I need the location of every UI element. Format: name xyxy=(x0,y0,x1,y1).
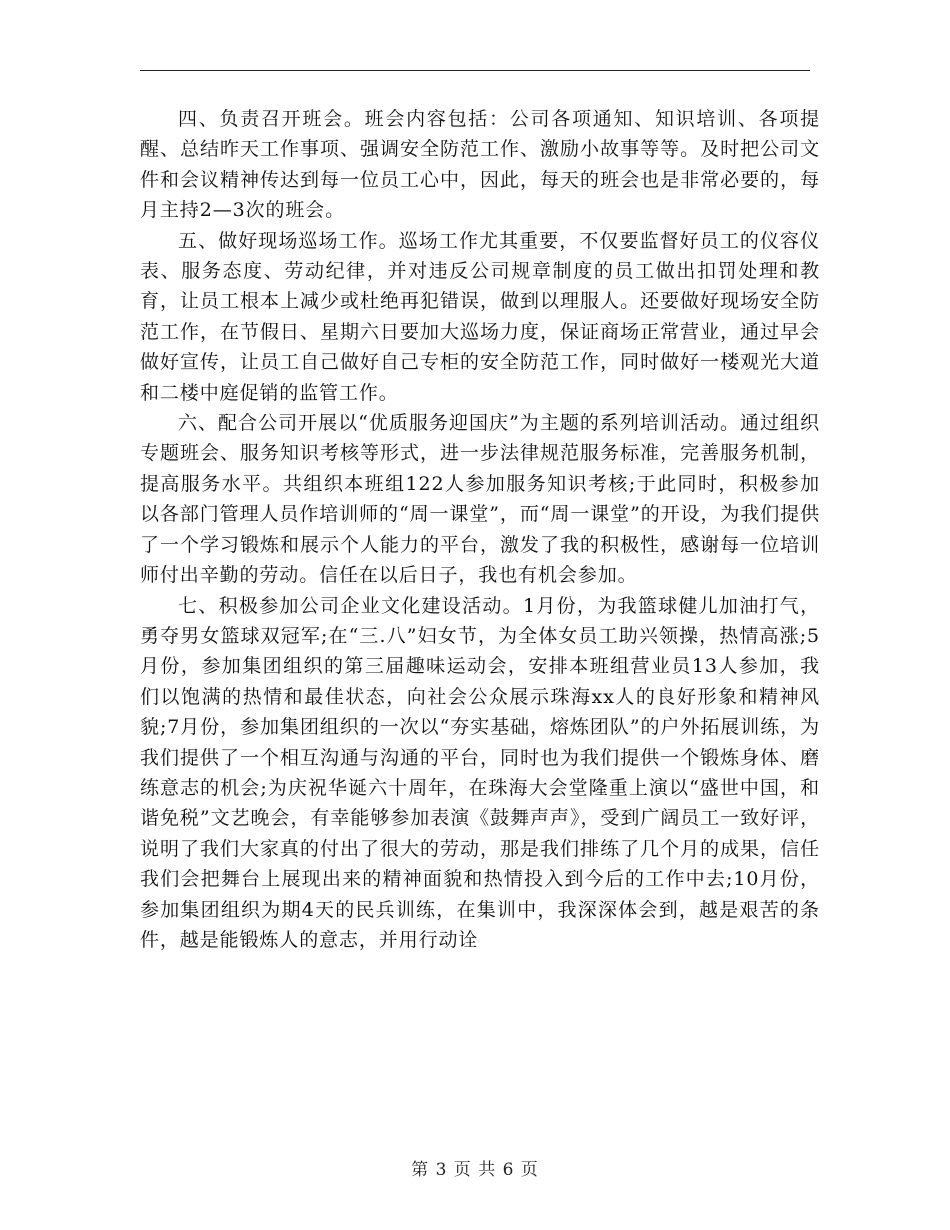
page-number: 第 3 页 共 6 页 xyxy=(411,1160,539,1180)
paragraph-5: 五、做好现场巡场工作。巡场工作尤其重要，不仅要监督好员工的仪容仪表、服务态度、劳动纪律，并对违反公司规章制度的员工做出扣罚处理和教育，让员工根本上减少或杜绝再犯错误，做到以理服人。还要做好现场安全防范工作，在节假日、星期六日要加大巡场力度，保证商场正常营业，通过早会做好宣传，让员工自己做好自己专柜的安全防范工作，同时做好一楼观光大道和二楼中庭促销的监管工作。 xyxy=(140,229,820,404)
paragraph-6: 六、配合公司开展以“优质服务迎国庆”为主题的系列培训活动。通过组织专题班会、服务知识考核等形式，进一步法律规范服务标准，完善服务机制，提高服务水平。共组织本班组122人参加服务知识考核;于此同时，积极参加以各部门管理人员作培训师的“周一课堂”，而“周一课堂”的开设，为我们提供了一个学习锻炼和展示个人能力的平台，激发了我的积极性，感谢每一位培训师付出辛勤的劳动。信任在以后日子，我也有机会参加。 xyxy=(140,412,820,587)
document-body xyxy=(140,104,820,955)
header-rule xyxy=(140,70,810,71)
paragraph-4: 四、负责召开班会。班会内容包括：公司各项通知、知识培训、各项提醒、总结昨天工作事项、强调安全防范工作、激励小故事等等。及时把公司文件和会议精神传达到每一位员工心中，因此，每天的班会也是非常必要的，每月主持2—3次的班会。 xyxy=(140,108,820,222)
paragraph-7: 七、积极参加公司企业文化建设活动。1月份，为我篮球健儿加油打气，勇夺男女篮球双冠军;在“三.八”妇女节，为全体女员工助兴领操，热情高涨;5月份，参加集团组织的第三届趣味运动会，安排本班组营业员13人参加，我们以饱满的热情和最佳状态，向社会公众展示珠海xx人的良好形象和精神风貌;7月份，参加集团组织的一次以“夯实基础，熔炼团队”的户外拓展训练，为我们提供了一个相互沟通与沟通的平台，同时也为我们提供一个锻炼身体、磨练意志的机会;为庆祝华诞六十周年，在珠海大会堂隆重上演以“盛世中国，和谐免税”文艺晚会，有幸能够参加表演《鼓舞声声》，受到广阔员工一致好评，说明了我们大家真的付出了很大的劳动，那是我们排练了几个月的成果，信任我们会把舞台上展现出来的精神面貌和热情投入到今后的工作中去;10月份，参加集团组织为期4天的民兵训练，在集训中，我深深体会到，越是艰苦的条件，越是能锻炼人的意志，并用行动诠 xyxy=(140,594,820,951)
